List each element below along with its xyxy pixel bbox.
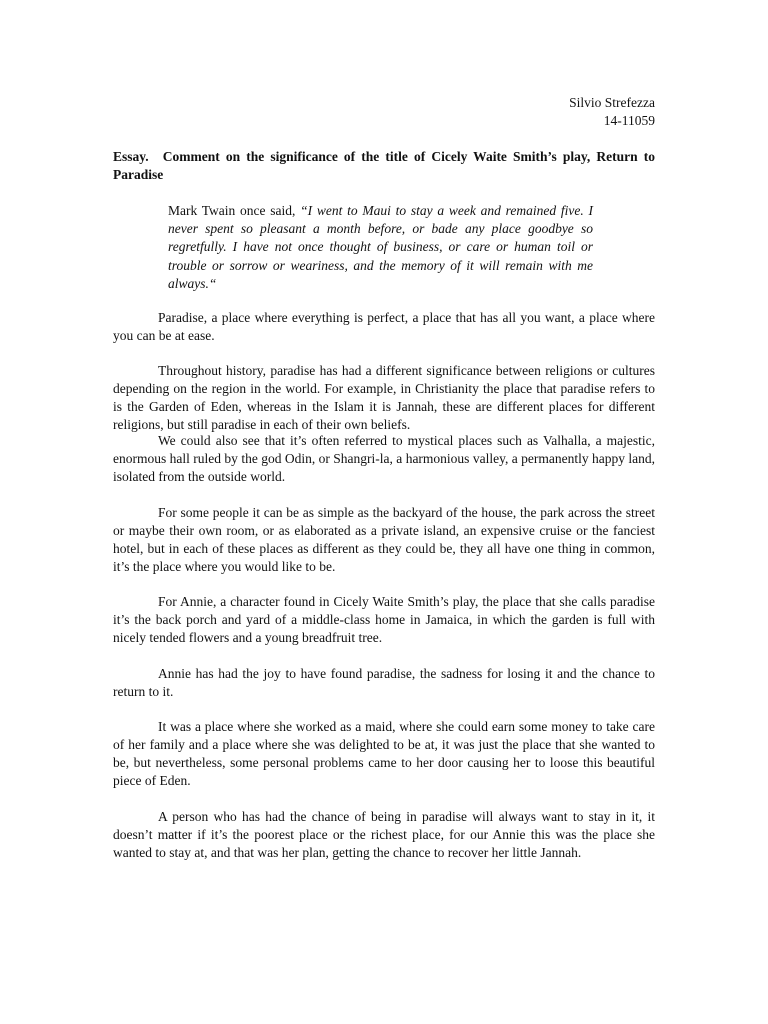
paragraph-5: For Annie, a character found in Cicely Waite Smith’s play, the place that she calls paradise it’s the back porch and yard of a middle-class home in Jamaica, in which the garden is full with nicely tended flowers and a young breadfruit tree.	[113, 594, 655, 646]
paragraph-7: It was a place where she worked as a maid, where she could earn some money to take care of her family and a place where she was delighted to be at, it was just the place that she wanted to be, but nevertheless, some personal problems came to her door causing her to loose this beautiful piece of Eden.	[113, 719, 655, 789]
essay-question: Comment on the significance of the title of Cicely Waite Smith’s play, Return to Paradise	[113, 149, 655, 182]
quote-text: “I went to Maui to stay a week and remained five. I never spent so pleasant a month before, or bade any place goodbye so regretfully. I have not once thought of business, or care or human toil or trouble or sorrow or weariness, and the memory of it will remain with me always.“	[168, 203, 593, 291]
paragraph-8: A person who has had the chance of being in paradise will always want to stay in it, it doesn’t matter if it’s the poorest place or the richest place, for our Annie this was the place she wanted to stay at, and that was her plan, getting the chance to recover her little Jannah.	[113, 809, 655, 861]
author-name: Silvio Strefezza	[569, 95, 655, 110]
quote-intro: Mark Twain once said,	[168, 203, 301, 218]
epigraph-quote	[168, 202, 593, 293]
essay-label: Essay.	[113, 149, 149, 164]
essay-title	[113, 148, 655, 184]
paragraph-1: Paradise, a place where everything is perfect, a place that has all you want, a place where you can be at ease.	[113, 310, 655, 344]
paragraph-3: We could also see that it’s often referred to mystical places such as Valhalla, a majestic, enormous hall ruled by the god Odin, or Shangri-la, a harmonious valley, a permanently happy land, isolated from the outside world.	[113, 433, 655, 485]
paragraph-4: For some people it can be as simple as the backyard of the house, the park across the street or maybe their own room, or as elaborated as a private island, an expensive cruise or the fanciest hotel, but in each of these places as different as they could be, they all have one thing in common, it’s the place where you would like to be.	[113, 505, 655, 575]
author-block	[569, 94, 655, 130]
paragraph-6: Annie has had the joy to have found paradise, the sadness for losing it and the chance to return to it.	[113, 666, 655, 700]
student-id: 14-11059	[603, 113, 655, 128]
paragraph-2: Throughout history, paradise has had a different significance between religions or cultures depending on the region in the world. For example, in Christianity the place that paradise refers to is the Garden of Eden, whereas in the Islam it is Jannah, these are different places for different religions, but still paradise in each of their own beliefs.	[113, 363, 655, 433]
